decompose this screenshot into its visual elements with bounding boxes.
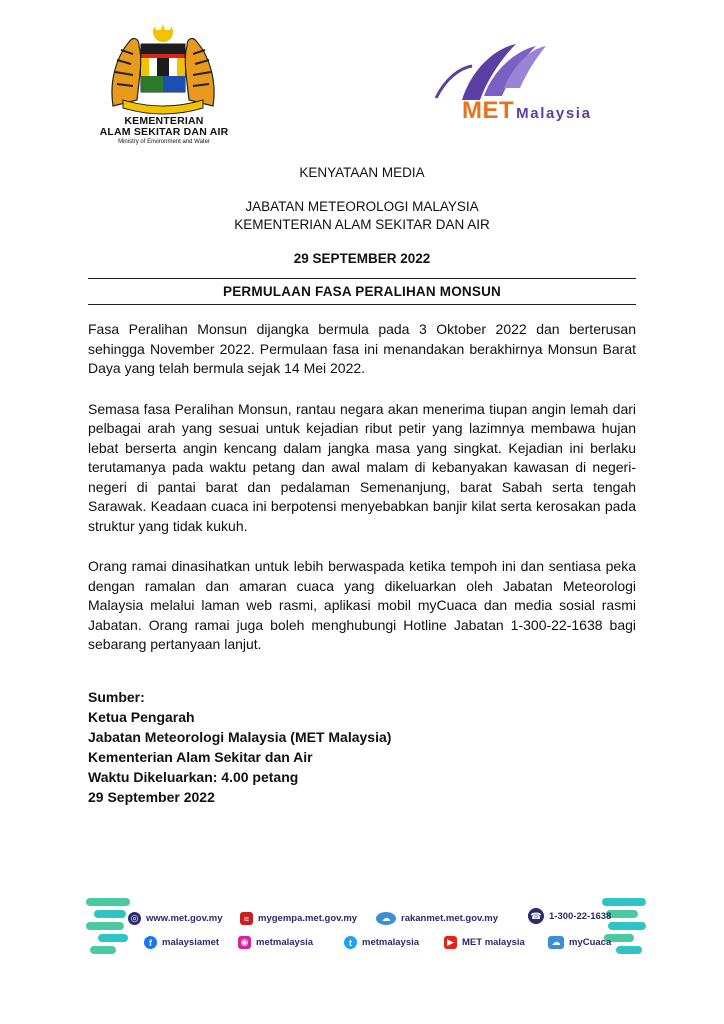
rakanmet-icon: ☁ — [376, 912, 396, 925]
footer-rakanmet[interactable] — [376, 912, 498, 925]
met-malaysia-wordmark — [462, 97, 592, 125]
source-ministry: Kementerian Alam Sekitar dan Air — [88, 749, 313, 765]
ministry-line-2: ALAM SEKITAR DAN AIR — [99, 126, 229, 139]
instagram-text: metmalaysia — [256, 937, 314, 948]
twitter-icon: t — [344, 936, 357, 949]
rakanmet-text: rakanmet.met.gov.my — [401, 913, 498, 924]
letterhead — [0, 0, 724, 150]
met-brand-sub: Malaysia — [516, 105, 592, 122]
website-text: www.met.gov.my — [146, 913, 223, 924]
footer-website[interactable] — [128, 912, 223, 925]
footer-decoration-right — [600, 894, 646, 960]
source-date: 29 September 2022 — [88, 789, 215, 805]
release-date: 29 SEPTEMBER 2022 — [293, 251, 431, 266]
mycuaca-text: myCuaca — [569, 937, 612, 948]
facebook-text: malaysiamet — [162, 937, 220, 948]
footer-hotline[interactable] — [528, 908, 611, 924]
youtube-text: MET malaysia — [462, 937, 525, 948]
press-release-heading — [0, 164, 724, 268]
paragraph-1: Fasa Peralihan Monsun dijangka bermula pada 3 Oktober 2022 dan berterusan sehingga November 2022. Permulaan fasa ini menandakan berakhirnya Monsun Barat Daya yang telah bermula sejak 14 Mei 2022. — [88, 321, 636, 376]
ministry-line-1: KEMENTERIAN — [124, 115, 204, 127]
source-time: Waktu Dikeluarkan: 4.00 petang — [88, 769, 299, 785]
mygempa-text: mygempa.met.gov.my — [258, 913, 358, 924]
ministry-name — [96, 116, 232, 145]
footer-youtube[interactable] — [444, 936, 525, 949]
top-divider — [88, 278, 636, 279]
bottom-divider — [88, 304, 636, 305]
subject-title: PERMULAAN FASA PERALIHAN MONSUN — [223, 284, 501, 299]
footer-twitter[interactable] — [344, 936, 419, 949]
phone-icon: ☎ — [528, 908, 544, 924]
met-brand-main: MET — [462, 97, 515, 124]
paragraph-2: Semasa fasa Peralihan Monsun, rantau negara akan menerima tiupan angin lemah dari pelbagai arah yang sesuai untuk kejadian ribut petir yang lazimnya membawa hujan lebat berserta angin kencang dalam jangka masa yang singkat. Kejadian ini berlaku terutamanya pada waktu petang dan awal malam di kebanyakan kawasan di negeri-negeri di pantai barat dan pedalaman Semenanjung, barat Sabah serta tengah Sarawak. Keadaan cuaca ini berpotensi menyebabkan banjir kilat serta kerosakan pada struktur yang tidak kukuh. — [88, 400, 636, 534]
coat-of-arms-logo — [103, 20, 223, 116]
footer-facebook[interactable] — [144, 936, 219, 949]
footer-mygempa[interactable] — [240, 912, 357, 925]
facebook-icon: f — [144, 936, 157, 949]
mygempa-icon: ≈ — [240, 912, 253, 925]
instagram-icon: ◉ — [238, 936, 251, 949]
mycuaca-icon: ☁ — [548, 936, 564, 949]
paragraph-3: Orang ramai dinasihatkan untuk lebih berwaspada ketika tempoh ini dan sentiasa peka dengan ramalan dan amaran cuaca yang dikeluarkan oleh Jabatan Meteorologi Malaysia melalui laman web rasmi, aplikasi mobil myCuaca dan media sosial rasmi Jabatan. Orang ramai juga boleh menghubungi Hotline Jabatan 1-300-22-1638 bagi sebarang pertanyaan lanjut. — [88, 558, 636, 652]
press-label: KENYATAAN MEDIA — [299, 165, 425, 180]
source-block — [88, 687, 391, 807]
twitter-text: metmalaysia — [362, 937, 420, 948]
youtube-icon: ▶ — [444, 936, 457, 949]
footer-decoration-left — [86, 894, 132, 960]
org-line-2: KEMENTERIAN ALAM SEKITAR DAN AIR — [234, 217, 490, 232]
footer-mycuaca[interactable] — [548, 936, 611, 949]
ministry-line-3: Ministry of Environment and Water — [118, 139, 210, 146]
footer-instagram[interactable] — [238, 936, 313, 949]
contact-footer — [0, 888, 724, 968]
source-dept: Jabatan Meteorologi Malaysia (MET Malaysia) — [88, 729, 392, 745]
hotline-text: 1-300-22-1638 — [549, 910, 612, 922]
org-line-1: JABATAN METEOROLOGI MALAYSIA — [245, 199, 479, 214]
source-title: Ketua Pengarah — [88, 709, 195, 725]
globe-icon: ◎ — [128, 912, 141, 925]
release-body — [88, 320, 636, 676]
source-label: Sumber: — [88, 689, 145, 705]
